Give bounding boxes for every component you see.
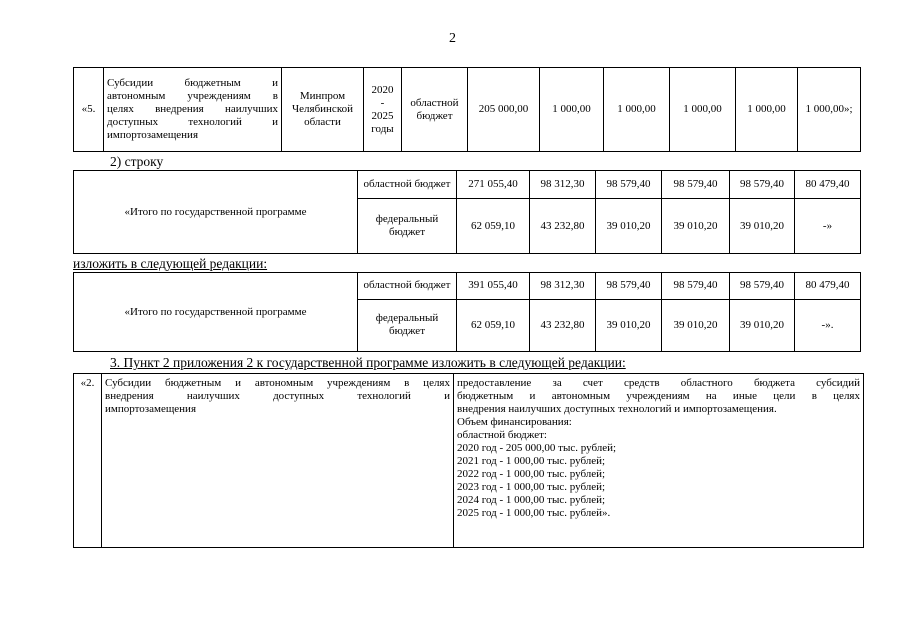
value-cell: 1 000,00 bbox=[670, 68, 736, 152]
year-dash: - bbox=[380, 96, 385, 109]
item-name bbox=[102, 374, 454, 548]
value-cell: 39 010,20 bbox=[730, 199, 795, 254]
value-cell: 1 000,00 bbox=[736, 68, 798, 152]
funding-source: областной бюджет: bbox=[457, 429, 547, 441]
description-line: предоставление за счет средств областного бюджета субсидий bbox=[457, 377, 860, 389]
value-cell: 1 000,00»; bbox=[798, 68, 861, 152]
value-cell: 1 000,00 bbox=[604, 68, 670, 152]
value-cell: 98 579,40 bbox=[596, 171, 662, 199]
item2-table bbox=[73, 373, 864, 548]
value-cell: 62 059,10 bbox=[457, 299, 530, 351]
year-start: 2020 bbox=[371, 83, 394, 96]
funding-source: областной бюджет bbox=[358, 171, 457, 199]
year-end: 2025 bbox=[371, 109, 394, 122]
page-number: 2 bbox=[449, 31, 456, 46]
line-punkt: 3. Пункт 2 приложения 2 к государственной программе изложить в следующей редакции: bbox=[110, 355, 626, 370]
measure-name-line: целях внедрения наилучших bbox=[107, 103, 278, 115]
value-cell: 98 579,40 bbox=[730, 273, 795, 300]
value-cell: 39 010,20 bbox=[662, 199, 730, 254]
measure-name-line: доступных технологий и bbox=[107, 116, 278, 128]
old-total-table bbox=[73, 170, 861, 254]
item-name-line: импортозамещения bbox=[105, 403, 197, 415]
value-cell: 205 000,00 bbox=[468, 68, 540, 152]
item-description bbox=[454, 374, 864, 548]
year-line: 2022 год - 1 000,00 тыс. рублей; bbox=[457, 468, 606, 480]
description-line: внедрения наилучших доступных технологий и импортозамещения. bbox=[457, 403, 777, 415]
value-cell: 1 000,00 bbox=[540, 68, 604, 152]
measure-name-line: Субсидии бюджетным и bbox=[107, 77, 278, 89]
item-name-line: внедрения наилучших доступных технологий и bbox=[105, 390, 450, 402]
value-cell: 39 010,20 bbox=[596, 199, 662, 254]
value-cell: 43 232,80 bbox=[530, 299, 596, 351]
total-label: «Итого по государственной программе bbox=[74, 171, 358, 254]
funding-source: областной бюджет bbox=[358, 273, 457, 300]
years-range bbox=[364, 68, 402, 152]
value-cell: 39 010,20 bbox=[596, 299, 662, 351]
description-line: бюджетным и автономным учреждениям на иные цели в целях bbox=[457, 390, 860, 402]
value-cell: 98 579,40 bbox=[730, 171, 795, 199]
funding-source: федеральный бюджет bbox=[358, 199, 457, 254]
funding-source: областной бюджет bbox=[402, 68, 468, 152]
item-name-line: Субсидии бюджетным и автономным учреждениям в целях bbox=[105, 377, 450, 389]
value-cell: 271 055,40 bbox=[457, 171, 530, 199]
new-total-table bbox=[73, 272, 861, 352]
row5-table bbox=[73, 67, 861, 152]
year-line: 2024 год - 1 000,00 тыс. рублей; bbox=[457, 494, 606, 506]
value-cell: 39 010,20 bbox=[730, 299, 795, 351]
year-line: 2020 год - 205 000,00 тыс. рублей; bbox=[457, 442, 617, 454]
value-cell: 62 059,10 bbox=[457, 199, 530, 254]
measure-name-line: импортозамещения bbox=[107, 129, 199, 141]
value-cell: 98 312,30 bbox=[530, 273, 596, 300]
value-cell: 98 579,40 bbox=[662, 273, 730, 300]
value-cell: -». bbox=[795, 299, 861, 351]
row-number: «5. bbox=[74, 68, 104, 152]
funding-title: Объем финансирования: bbox=[457, 416, 572, 428]
value-cell: 98 579,40 bbox=[596, 273, 662, 300]
value-cell: 80 479,40 bbox=[795, 273, 861, 300]
year-line: 2023 год - 1 000,00 тыс. рублей; bbox=[457, 481, 606, 493]
organization: Минпром Челябинской области bbox=[282, 68, 364, 152]
years-word: годы bbox=[371, 122, 394, 135]
year-line: 2021 год - 1 000,00 тыс. рублей; bbox=[457, 455, 606, 467]
value-cell: 80 479,40 bbox=[795, 171, 861, 199]
item-number: «2. bbox=[74, 374, 102, 548]
line-izlozhit: изложить в следующей редакции: bbox=[73, 256, 268, 271]
funding-source: федеральный бюджет bbox=[358, 299, 457, 351]
value-cell: 98 312,30 bbox=[530, 171, 596, 199]
value-cell: -» bbox=[795, 199, 861, 254]
year-line: 2025 год - 1 000,00 тыс. рублей». bbox=[457, 507, 611, 519]
measure-name bbox=[104, 68, 282, 152]
value-cell: 391 055,40 bbox=[457, 273, 530, 300]
value-cell: 39 010,20 bbox=[662, 299, 730, 351]
value-cell: 43 232,80 bbox=[530, 199, 596, 254]
line-stroku: 2) строку bbox=[110, 154, 164, 169]
measure-name-line: автономным учреждениям в bbox=[107, 90, 278, 102]
total-label: «Итого по государственной программе bbox=[74, 273, 358, 352]
value-cell: 98 579,40 bbox=[662, 171, 730, 199]
